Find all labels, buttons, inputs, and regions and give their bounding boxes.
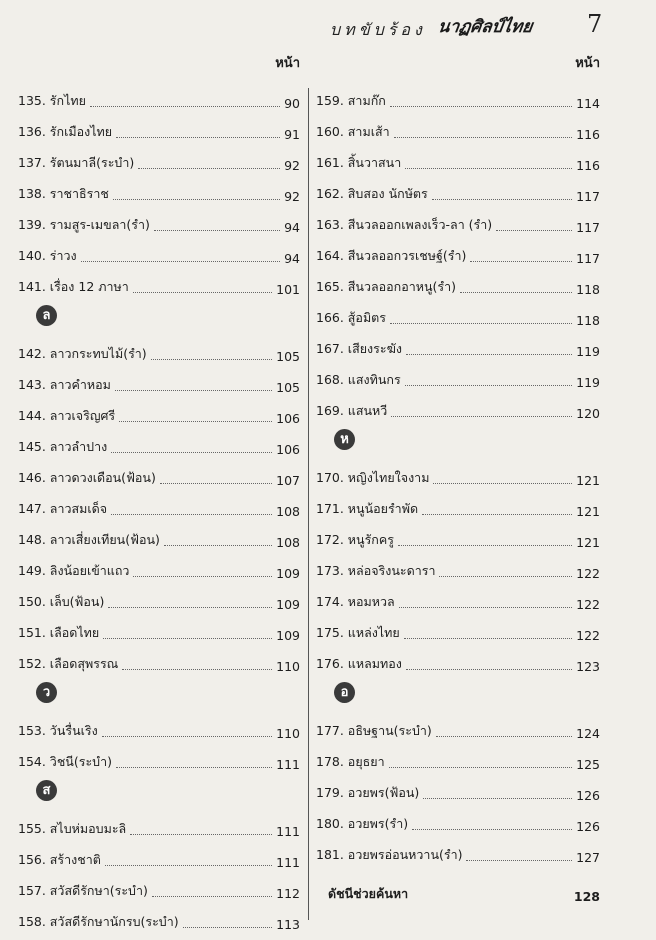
toc-entry-label: 162. สิบสอง นักษัตร bbox=[316, 186, 428, 201]
toc-entry-label: 143. ลาวคำหอม bbox=[18, 377, 111, 392]
toc-entry-label: 140. ร่าวง bbox=[18, 248, 77, 263]
dot-leader bbox=[436, 736, 572, 737]
toc-entry-label: 151. เลือดไทย bbox=[18, 625, 100, 640]
toc-entry-page: 121 bbox=[576, 504, 600, 519]
toc-entry[interactable] bbox=[18, 710, 300, 741]
toc-entry-label: 176. แหลมทอง bbox=[316, 656, 402, 671]
section-badge: ส bbox=[18, 772, 300, 808]
toc-entry-page: 109 bbox=[276, 628, 300, 643]
toc-entry[interactable] bbox=[18, 111, 300, 142]
toc-entry-label: 179. อวยพร(ฟ้อน) bbox=[316, 785, 420, 800]
toc-entry-page: 105 bbox=[276, 349, 300, 364]
toc-entry-page: 110 bbox=[276, 659, 300, 674]
dot-leader bbox=[405, 385, 572, 386]
dot-leader bbox=[439, 576, 572, 577]
toc-entry[interactable] bbox=[316, 550, 600, 581]
toc-entry-page: 125 bbox=[576, 757, 600, 772]
toc-entry[interactable] bbox=[316, 359, 600, 390]
toc-entry-label: 157. สวัสดีรักษา(ระบำ) bbox=[18, 883, 148, 898]
toc-entry-page: 117 bbox=[576, 251, 600, 266]
book-title: บทขับร้อง bbox=[330, 20, 426, 39]
toc-entry-page: 91 bbox=[284, 127, 300, 142]
toc-entry-label: 159. สามก๊ก bbox=[316, 93, 386, 108]
toc-entry[interactable] bbox=[316, 266, 600, 297]
toc-entry-page: 109 bbox=[276, 566, 300, 581]
toc-entry-page: 111 bbox=[276, 855, 300, 870]
toc-entry-page: 105 bbox=[276, 380, 300, 395]
dot-leader bbox=[119, 421, 272, 422]
dot-leader bbox=[152, 896, 272, 897]
toc-entry-label: 135. รักไทย bbox=[18, 93, 86, 108]
toc-entry[interactable] bbox=[18, 870, 300, 901]
toc-entry[interactable] bbox=[316, 803, 600, 834]
toc-entry-label: 168. แสงทินกร bbox=[316, 372, 401, 387]
toc-entry-page: 122 bbox=[576, 566, 600, 581]
toc-entry[interactable] bbox=[316, 142, 600, 173]
dot-leader bbox=[404, 638, 572, 639]
toc-entry[interactable] bbox=[18, 457, 300, 488]
toc-entry-label: 149. ลิงน้อยเข้าแถว bbox=[18, 563, 130, 578]
toc-entry-label: 152. เลือดสุพรรณ bbox=[18, 656, 119, 671]
toc-entry-label: 146. ลาวดวงเดือน(ฟ้อน) bbox=[18, 470, 156, 485]
toc-entry[interactable] bbox=[316, 834, 600, 865]
page-number: 7 bbox=[587, 10, 603, 38]
dot-leader bbox=[111, 514, 272, 515]
toc-entry-label: 145. ลาวลำปาง bbox=[18, 439, 108, 454]
toc-entry[interactable] bbox=[18, 612, 300, 643]
dot-leader bbox=[466, 860, 572, 861]
toc-entry-label: 165. สีนวลออกอาหนู(รำ) bbox=[316, 279, 457, 294]
dot-leader bbox=[406, 354, 572, 355]
toc-entry[interactable] bbox=[316, 297, 600, 328]
dot-leader bbox=[389, 767, 573, 768]
toc-entry[interactable] bbox=[316, 328, 600, 359]
toc-entry-label: 142. ลาวกระทบไม้(รำ) bbox=[18, 346, 147, 361]
dot-leader bbox=[390, 323, 572, 324]
toc-entry[interactable] bbox=[316, 390, 600, 421]
toc-entry-label: 181. อวยพรอ่อนหวาน(รำ) bbox=[316, 847, 463, 862]
toc-entry-label: 155. สไบห่มอบมะลิ bbox=[18, 821, 127, 836]
page-column-header: หน้า bbox=[275, 56, 300, 71]
toc-entry[interactable] bbox=[316, 741, 600, 772]
dot-leader bbox=[108, 607, 272, 608]
toc-entry-page: 114 bbox=[576, 96, 600, 111]
dot-leader bbox=[423, 798, 572, 799]
toc-entry-page: 111 bbox=[276, 824, 300, 839]
dot-leader bbox=[394, 137, 573, 138]
dot-leader bbox=[102, 736, 272, 737]
toc-entry-page: 109 bbox=[276, 597, 300, 612]
toc-entry[interactable] bbox=[316, 643, 600, 674]
toc-entry-page: 101 bbox=[276, 282, 300, 297]
dot-leader bbox=[390, 106, 572, 107]
toc-entry-label: 166. สู้อมิตร bbox=[316, 310, 387, 325]
toc-entry-label: 154. วิชนี(ระบำ) bbox=[18, 754, 112, 769]
dot-leader bbox=[103, 638, 272, 639]
toc-entry[interactable] bbox=[316, 457, 600, 488]
page-column-header: หน้า bbox=[575, 56, 600, 71]
section-badge: ว bbox=[18, 674, 300, 710]
toc-entry[interactable] bbox=[316, 772, 600, 803]
toc-entry-label: 153. วันรื่นเริง bbox=[18, 723, 98, 738]
toc-entry[interactable] bbox=[18, 364, 300, 395]
toc-entry-page: 92 bbox=[284, 189, 300, 204]
toc-entry-label: 138. ราชาธิราช bbox=[18, 186, 109, 201]
toc-entry-label: 178. อยุธยา bbox=[316, 754, 385, 769]
section-badge: ห bbox=[316, 421, 600, 457]
toc-entry-page: 107 bbox=[276, 473, 300, 488]
toc-entry-label: 139. รามสูร-เมขลา(รำ) bbox=[18, 217, 150, 232]
toc-entry-label: 137. รัตนมาลี(ระบำ) bbox=[18, 155, 135, 170]
toc-entry-label: 172. หนูรักครู bbox=[316, 532, 394, 547]
toc-entry-label: 175. แหล่งไทย bbox=[316, 625, 400, 640]
toc-entry-label: 170. หญิงไทยใจงาม bbox=[316, 470, 430, 485]
toc-entry-page: 126 bbox=[576, 788, 600, 803]
toc-entry-page: 121 bbox=[576, 535, 600, 550]
toc-entry-page: 116 bbox=[576, 127, 600, 142]
toc-entry[interactable] bbox=[18, 741, 300, 772]
toc-entry[interactable] bbox=[316, 488, 600, 519]
dot-leader bbox=[122, 669, 272, 670]
toc-entry-label: 171. หนูน้อยรำพัด bbox=[316, 501, 419, 516]
toc-entry-page: 116 bbox=[576, 158, 600, 173]
toc-entry-page: 122 bbox=[576, 628, 600, 643]
toc-entry-page: 122 bbox=[576, 597, 600, 612]
toc-entry-label: 167. เสียงระฆัง bbox=[316, 341, 402, 356]
dot-leader bbox=[113, 199, 280, 200]
toc-entry-label: 148. ลาวเสี่ยงเทียน(ฟ้อน) bbox=[18, 532, 160, 547]
toc-entry-label: 156. สร้างชาติ bbox=[18, 852, 101, 867]
dot-leader bbox=[130, 834, 272, 835]
toc-entry[interactable] bbox=[18, 204, 300, 235]
dot-leader bbox=[460, 292, 572, 293]
toc-entry[interactable] bbox=[18, 235, 300, 266]
dot-leader bbox=[470, 261, 572, 262]
toc-entry-page: 124 bbox=[576, 726, 600, 741]
toc-entry-page: 127 bbox=[576, 850, 600, 865]
toc-entry[interactable] bbox=[18, 142, 300, 173]
column-divider bbox=[308, 88, 309, 920]
toc-entry-page: 118 bbox=[576, 282, 600, 297]
toc-entry-label: 144. ลาวเจริญศรี bbox=[18, 408, 116, 423]
dot-leader bbox=[90, 106, 280, 107]
toc-entry-label: 169. แสนหวี bbox=[316, 403, 388, 418]
dot-leader bbox=[398, 545, 572, 546]
section-badge: ล bbox=[18, 297, 300, 333]
toc-entry[interactable] bbox=[316, 235, 600, 266]
toc-entry-label: 161. สิ้นวาสนา bbox=[316, 155, 402, 170]
toc-entry[interactable] bbox=[316, 519, 600, 550]
dot-leader bbox=[133, 292, 272, 293]
toc-entry-label: 160. สามเส้า bbox=[316, 124, 390, 139]
page-header bbox=[0, 10, 656, 40]
dot-leader bbox=[183, 927, 273, 928]
toc-entry-label: ดัชนีช่วยค้นหา bbox=[328, 886, 409, 901]
toc-entry-page: 123 bbox=[576, 659, 600, 674]
dot-leader bbox=[81, 261, 280, 262]
toc-entry-page: 94 bbox=[284, 251, 300, 266]
toc-entry-page: 117 bbox=[576, 189, 600, 204]
toc-entry[interactable] bbox=[316, 111, 600, 142]
toc-entry-page: 108 bbox=[276, 535, 300, 550]
toc-entry-page: 90 bbox=[284, 96, 300, 111]
dot-leader bbox=[432, 199, 572, 200]
toc-entry-label: 173. หล่อจริงนะดารา bbox=[316, 563, 436, 578]
toc-entry[interactable] bbox=[18, 173, 300, 204]
dot-leader bbox=[399, 607, 572, 608]
toc-entry[interactable] bbox=[18, 550, 300, 581]
dot-leader bbox=[115, 390, 272, 391]
toc-entry-page: 106 bbox=[276, 411, 300, 426]
toc-entry-page: 128 bbox=[573, 889, 600, 904]
dot-leader bbox=[406, 669, 572, 670]
toc-entry-label: 158. สวัสดีรักษานักรบ(ระบำ) bbox=[18, 914, 179, 929]
dot-leader bbox=[133, 576, 272, 577]
toc-entry-label: 174. หอมหวล bbox=[316, 594, 395, 609]
dot-leader bbox=[405, 168, 572, 169]
dot-leader bbox=[496, 230, 572, 231]
dot-leader bbox=[160, 483, 272, 484]
toc-entry[interactable] bbox=[18, 426, 300, 457]
dot-leader bbox=[164, 545, 272, 546]
dot-leader bbox=[412, 829, 572, 830]
dot-leader bbox=[422, 514, 572, 515]
toc-entry[interactable] bbox=[18, 901, 300, 932]
toc-entry-label: 177. อธิษฐาน(ระบำ) bbox=[316, 723, 432, 738]
book-logo: นาฏศิลป์ไทย bbox=[436, 17, 534, 37]
toc-entry[interactable] bbox=[18, 643, 300, 674]
toc-entry-page: 126 bbox=[576, 819, 600, 834]
toc-entry[interactable] bbox=[18, 808, 300, 839]
toc-entry-page: 110 bbox=[276, 726, 300, 741]
toc-entry-page: 94 bbox=[284, 220, 300, 235]
toc-entry-label: 141. เรื่อง 12 ภาษา bbox=[18, 279, 129, 294]
toc-entry-page: 119 bbox=[576, 344, 600, 359]
toc-entry[interactable] bbox=[18, 839, 300, 870]
toc-entry-label: 147. ลาวสมเด็จ bbox=[18, 501, 108, 516]
toc-entry[interactable] bbox=[316, 173, 600, 204]
toc-column-left bbox=[18, 52, 300, 932]
dot-leader bbox=[154, 230, 280, 231]
toc-entry[interactable] bbox=[316, 80, 600, 111]
toc-entry-label: 180. อวยพร(รำ) bbox=[316, 816, 409, 831]
dot-leader bbox=[138, 168, 280, 169]
dot-leader bbox=[433, 483, 572, 484]
toc-entry-label: 164. สีนวลออกวรเชษฐ์(รำ) bbox=[316, 248, 467, 263]
toc-entry-page: 117 bbox=[576, 220, 600, 235]
toc-entry-label: 136. รักเมืองไทย bbox=[18, 124, 113, 139]
toc-entry[interactable] bbox=[18, 488, 300, 519]
dot-leader bbox=[116, 137, 280, 138]
toc-entry-page: 108 bbox=[276, 504, 300, 519]
toc-entry[interactable] bbox=[316, 710, 600, 741]
toc-entry-page: 106 bbox=[276, 442, 300, 457]
toc-entry[interactable] bbox=[18, 519, 300, 550]
toc-entry[interactable] bbox=[18, 266, 300, 297]
section-badge: อ bbox=[316, 674, 600, 710]
dot-leader bbox=[105, 865, 272, 866]
toc-entry[interactable] bbox=[18, 581, 300, 612]
toc-entry[interactable] bbox=[18, 80, 300, 111]
toc-entry-page: 121 bbox=[576, 473, 600, 488]
toc-entry[interactable] bbox=[18, 395, 300, 426]
toc-entry-label: 150. เล็บ(ฟ้อน) bbox=[18, 594, 105, 609]
toc-entry-page: 120 bbox=[576, 406, 600, 421]
toc-column-right bbox=[316, 52, 600, 904]
toc-entry-page: 111 bbox=[276, 757, 300, 772]
dot-leader bbox=[111, 452, 272, 453]
toc-entry[interactable] bbox=[316, 581, 600, 612]
toc-entry[interactable] bbox=[18, 333, 300, 364]
toc-entry-page: 118 bbox=[576, 313, 600, 328]
toc-entry[interactable] bbox=[316, 204, 600, 235]
toc-entry-page: 113 bbox=[276, 917, 300, 932]
toc-entry-label: 163. สีนวลออกเพลงเร็ว-ลา (รำ) bbox=[316, 217, 493, 232]
toc-entry-page: 92 bbox=[284, 158, 300, 173]
toc-entry-page: 119 bbox=[576, 375, 600, 390]
dot-leader bbox=[391, 416, 572, 417]
dot-leader bbox=[151, 359, 272, 360]
toc-entry-page: 112 bbox=[276, 886, 300, 901]
toc-entry[interactable] bbox=[316, 612, 600, 643]
toc-entry-index[interactable] bbox=[316, 873, 600, 904]
dot-leader bbox=[116, 767, 272, 768]
